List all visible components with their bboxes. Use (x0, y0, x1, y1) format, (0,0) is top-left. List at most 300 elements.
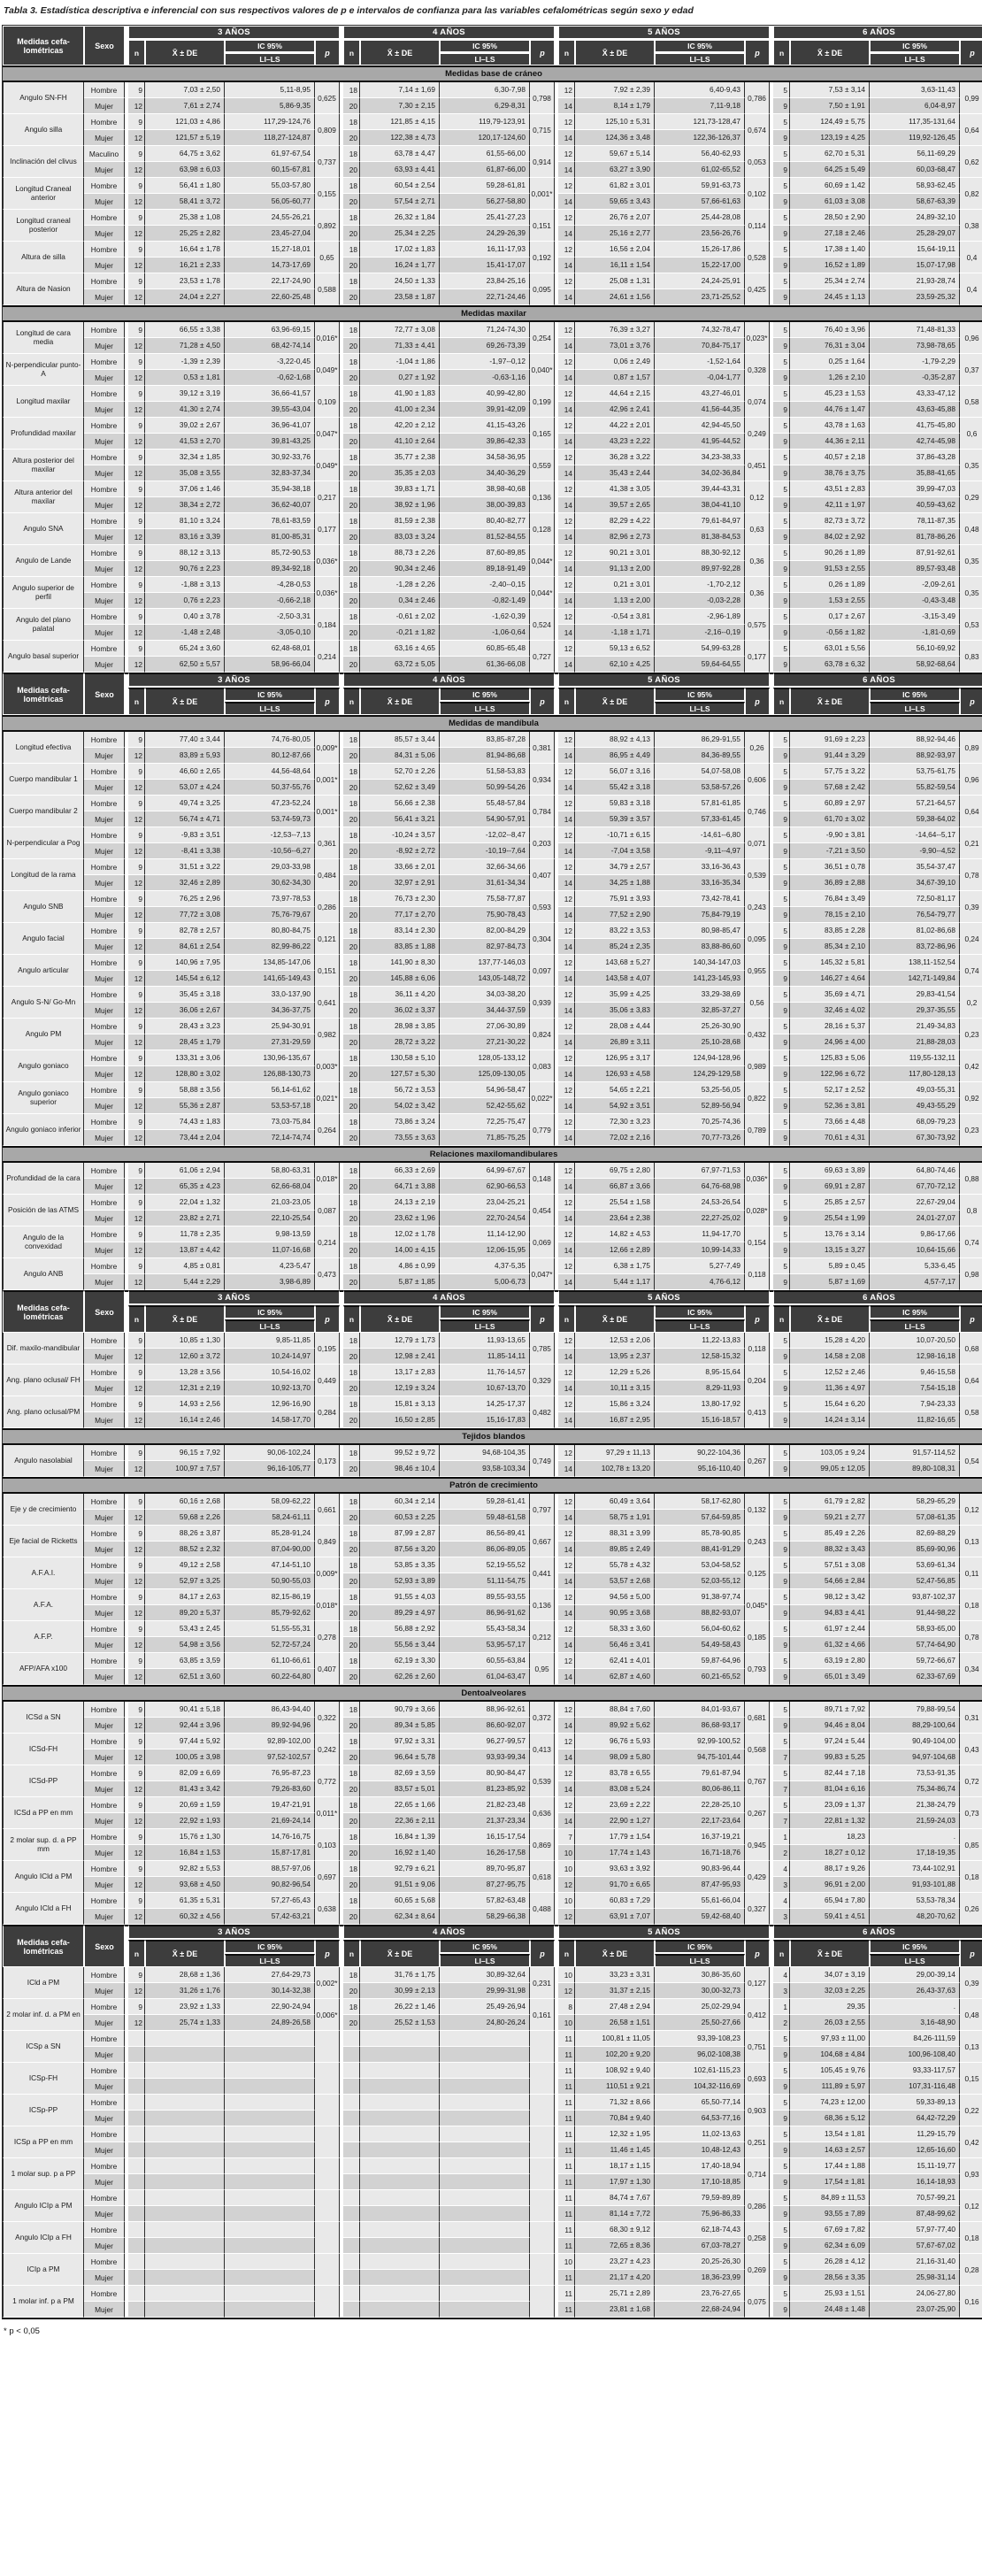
measure-row (3, 764, 982, 780)
ci-value: 87,27-95,75 (440, 1877, 530, 1893)
section-header: Medidas base de cráneo (3, 65, 982, 82)
n-value: 5 (773, 82, 790, 98)
ci-value: 10,48-12,43 (655, 2142, 745, 2158)
ci-value: 22,90-24,94 (225, 1999, 315, 2015)
n-value: 14 (558, 289, 575, 305)
ci-value: 72,14-74,74 (225, 1130, 315, 1146)
ci-value: 30,00-32,73 (655, 1983, 745, 1999)
ci-value: -3,22-0,45 (225, 354, 315, 370)
footnote: * p < 0,05 (4, 2326, 40, 2336)
mean-value: 32,46 ± 4,02 (790, 1003, 870, 1019)
n-value: 12 (558, 641, 575, 657)
mean-value: 31,37 ± 2,15 (575, 1983, 655, 1999)
ci-value: 97,52-102,57 (225, 1749, 315, 1765)
stats-table (2, 25, 982, 673)
mean-value: 63,93 ± 4,41 (360, 162, 440, 178)
n-value: 9 (773, 258, 790, 273)
p-value: 0,327 (745, 1893, 770, 1925)
mean-value: 49,74 ± 3,25 (145, 796, 225, 811)
p-value: 0,2 (960, 987, 982, 1019)
ci-value: 11,02-13,63 (655, 2126, 745, 2142)
ci-value: 60,85-65,48 (440, 641, 530, 657)
mean-value: 89,34 ± 5,85 (360, 1718, 440, 1734)
sex-label: Mujer (84, 2047, 125, 2063)
sex-label: Hombre (84, 955, 125, 971)
ci-value: 143,05-148,72 (440, 971, 530, 987)
mean-value: 15,81 ± 3,13 (360, 1396, 440, 1412)
n-value: 18 (343, 1702, 360, 1718)
ci-value: 6,04-8,97 (870, 98, 960, 114)
sex-label: Hombre (84, 1967, 125, 1983)
mean-value: -8,41 ± 3,38 (145, 843, 225, 859)
p-value: 0,011* (315, 1797, 340, 1829)
ci-value: 70,84-75,17 (655, 338, 745, 354)
mean-value: 64,71 ± 3,88 (360, 1179, 440, 1195)
ci-value: 30,14-32,38 (225, 1983, 315, 1999)
n-value: 18 (343, 1019, 360, 1034)
ci-value: 53,04-58,52 (655, 1557, 745, 1573)
n-value: 9 (773, 130, 790, 146)
mean-value: 39,02 ± 2,67 (145, 418, 225, 434)
p-value: 0,568 (745, 1734, 770, 1765)
mean-value: -0,61 ± 2,02 (360, 609, 440, 625)
p-value (315, 2063, 340, 2095)
measure-row (3, 1179, 982, 1195)
ci-value: -0,66-2,18 (225, 593, 315, 609)
mean-value: 59,83 ± 3,18 (575, 796, 655, 811)
p-value: 0,779 (530, 1114, 555, 1146)
mean-value: 84,61 ± 2,54 (145, 939, 225, 955)
n-value: 5 (773, 1050, 790, 1066)
p-value: 0,636 (530, 1797, 555, 1829)
n-value (128, 2238, 145, 2254)
n-value: 12 (128, 1637, 145, 1653)
col-header-ic-lils: LI–LS (655, 1954, 745, 1967)
n-value: 20 (343, 2015, 360, 2031)
ci-value (440, 2190, 530, 2206)
measure-label: Angulo SN-FH (3, 82, 84, 114)
n-value: 9 (128, 1861, 145, 1877)
mean-value: 25,71 ± 2,89 (575, 2286, 655, 2302)
ci-value (225, 2286, 315, 2302)
n-value (343, 2222, 360, 2238)
ci-value: 11,93-13,65 (440, 1333, 530, 1349)
ci-value: 81,38-84,53 (655, 529, 745, 545)
mean-value: -1,39 ± 2,39 (145, 354, 225, 370)
mean-value: 56,88 ± 2,92 (360, 1621, 440, 1637)
n-value (343, 2174, 360, 2190)
p-value: 0,407 (315, 1653, 340, 1685)
sex-label: Mujer (84, 226, 125, 242)
col-header-n: n (343, 1940, 360, 1967)
p-value: 0,473 (315, 1258, 340, 1290)
n-value (343, 2111, 360, 2126)
col-header-ic: IC 95% (225, 40, 315, 53)
ci-value: 39,81-43,25 (225, 434, 315, 450)
mean-value: 82,29 ± 4,22 (575, 513, 655, 529)
p-value: 0,102 (745, 178, 770, 210)
ci-value: 33,16-36,43 (655, 859, 745, 875)
p-value: 0,148 (530, 1163, 555, 1195)
sex-label: Mujer (84, 2079, 125, 2095)
sex-label: Hombre (84, 481, 125, 497)
ci-value: 61,97-67,54 (225, 146, 315, 162)
ci-value: 87,04-90,00 (225, 1542, 315, 1557)
mean-value: 7,30 ± 2,15 (360, 98, 440, 114)
mean-value: 62,10 ± 4,25 (575, 657, 655, 673)
col-header-mean: X̄ ± DE (145, 1305, 225, 1333)
n-value (128, 2031, 145, 2047)
mean-value: 31,26 ± 1,76 (145, 1983, 225, 1999)
mean-value: 52,97 ± 3,25 (145, 1573, 225, 1589)
n-value: 14 (558, 1461, 575, 1477)
mean-value: 61,03 ± 3,08 (790, 194, 870, 210)
n-value: 9 (773, 1349, 790, 1365)
n-value: 18 (343, 1163, 360, 1179)
mean-value: 83,57 ± 5,01 (360, 1781, 440, 1797)
p-value: 0,127 (745, 1967, 770, 1999)
n-value: 5 (773, 1557, 790, 1573)
n-value: 14 (558, 1211, 575, 1226)
p-value: 0,789 (745, 1114, 770, 1146)
measure-row (3, 1412, 982, 1428)
n-value: 18 (343, 1494, 360, 1510)
n-value: 20 (343, 1877, 360, 1893)
mean-value: 11,78 ± 2,35 (145, 1226, 225, 1242)
age-group-header: 4 AÑOS (343, 1290, 555, 1305)
p-value: 0,934 (530, 764, 555, 796)
col-header-n: n (773, 1305, 790, 1333)
ci-value: 57,42-63,21 (225, 1909, 315, 1925)
n-value: 18 (343, 1861, 360, 1877)
sex-label: Mujer (84, 1349, 125, 1365)
ci-value: 87,91-92,61 (870, 545, 960, 561)
ci-value: 32,66-34,66 (440, 859, 530, 875)
mean-value: 140,96 ± 7,95 (145, 955, 225, 971)
sex-label: Mujer (84, 98, 125, 114)
col-header-n: n (343, 1305, 360, 1333)
ci-value: . (870, 1999, 960, 2015)
mean-value: 77,17 ± 2,70 (360, 907, 440, 923)
ci-value: 10,67-13,70 (440, 1380, 530, 1396)
measure-row (3, 1637, 982, 1653)
p-value: 0,242 (315, 1734, 340, 1765)
n-value: 9 (128, 609, 145, 625)
age-group-header: 5 AÑOS (558, 1925, 770, 1940)
sex-label: Mujer (84, 593, 125, 609)
ci-value: 5,27-7,49 (655, 1258, 745, 1274)
mean-value: 16,84 ± 1,53 (145, 1845, 225, 1861)
mean-value (145, 2286, 225, 2302)
p-value: 0,154 (745, 1226, 770, 1258)
n-value (128, 2047, 145, 2063)
ci-value: 94,68-104,35 (440, 1445, 530, 1461)
mean-value: 89,85 ± 2,49 (575, 1542, 655, 1557)
n-value: 14 (558, 1718, 575, 1734)
n-value: 14 (558, 1637, 575, 1653)
mean-value: 83,85 ± 2,28 (790, 923, 870, 939)
n-value: 20 (343, 1349, 360, 1365)
ci-value: 57,33-61,45 (655, 811, 745, 827)
ci-value: 9,85-11,85 (225, 1333, 315, 1349)
mean-value: 25,74 ± 1,33 (145, 2015, 225, 2031)
measure-label: Altura anterior del maxilar (3, 481, 84, 513)
mean-value (145, 2238, 225, 2254)
n-value: 12 (558, 1653, 575, 1669)
n-value: 12 (128, 1718, 145, 1734)
n-value: 9 (128, 1226, 145, 1242)
n-value: 9 (773, 289, 790, 305)
mean-value: 17,02 ± 1,83 (360, 242, 440, 258)
ci-value (440, 2302, 530, 2318)
n-value: 14 (558, 907, 575, 923)
mean-value: 96,64 ± 5,78 (360, 1749, 440, 1765)
n-value: 12 (558, 1114, 575, 1130)
n-value: 14 (558, 258, 575, 273)
measure-label: Altura de Nasion (3, 273, 84, 305)
n-value: 12 (558, 1983, 575, 1999)
n-value: 12 (128, 1845, 145, 1861)
mean-value: 16,14 ± 2,46 (145, 1412, 225, 1428)
ci-value: 32,83-37,34 (225, 465, 315, 481)
sex-label: Mujer (84, 907, 125, 923)
n-value: 9 (773, 2047, 790, 2063)
n-value: 20 (343, 162, 360, 178)
mean-value: 65,24 ± 3,60 (145, 641, 225, 657)
n-value: 18 (343, 82, 360, 98)
mean-value: 16,11 ± 1,54 (575, 258, 655, 273)
col-header-ic-lils: LI–LS (225, 53, 315, 65)
n-value: 11 (558, 2302, 575, 2318)
mean-value: 34,07 ± 3,19 (790, 1967, 870, 1983)
n-value: 20 (343, 907, 360, 923)
mean-value: 63,72 ± 5,05 (360, 657, 440, 673)
n-value: 14 (558, 1605, 575, 1621)
p-value: 0,217 (315, 481, 340, 513)
n-value: 12 (558, 386, 575, 402)
p-value: 0,26 (745, 732, 770, 764)
ci-value: 124,29-129,58 (655, 1066, 745, 1082)
mean-value: 24,61 ± 1,56 (575, 289, 655, 305)
ci-value: 14,76-16,75 (225, 1829, 315, 1845)
ci-value (225, 2031, 315, 2047)
n-value: 9 (773, 1380, 790, 1396)
n-value: 14 (558, 1669, 575, 1685)
mean-value: 5,87 ± 1,85 (360, 1274, 440, 1290)
mean-value: 122,96 ± 6,72 (790, 1066, 870, 1082)
ci-value: -4,28-0,53 (225, 577, 315, 593)
n-value: 5 (773, 1396, 790, 1412)
n-value: 9 (128, 1999, 145, 2015)
mean-value: 16,87 ± 2,95 (575, 1412, 655, 1428)
p-value (315, 2190, 340, 2222)
mean-value: 89,29 ± 4,97 (360, 1605, 440, 1621)
ci-value: 85,78-90,85 (655, 1526, 745, 1542)
n-value: 12 (128, 130, 145, 146)
ci-value: 55,48-57,84 (440, 796, 530, 811)
ci-value: -10,19--7,64 (440, 843, 530, 859)
n-value: 9 (128, 1702, 145, 1718)
ci-value: 22,27-25,02 (655, 1211, 745, 1226)
p-value: 0,35 (960, 545, 982, 577)
measure-label: Angulo basal superior (3, 641, 84, 673)
n-value: 12 (558, 1589, 575, 1605)
mean-value (360, 2158, 440, 2174)
mean-value (360, 2302, 440, 2318)
ci-value: 58,93-65,00 (870, 1621, 960, 1637)
n-value: 20 (343, 370, 360, 386)
n-value: 12 (558, 859, 575, 875)
ci-value: 89,57-93,48 (870, 561, 960, 577)
col-header-p: p (530, 40, 555, 65)
ci-value: 86,68-93,17 (655, 1718, 745, 1734)
n-value: 18 (343, 481, 360, 497)
col-header-ic-lils: LI–LS (655, 702, 745, 715)
n-value: 12 (128, 1781, 145, 1797)
ci-value (440, 2238, 530, 2254)
mean-value: 143,58 ± 4,07 (575, 971, 655, 987)
mean-value: 61,97 ± 2,44 (790, 1621, 870, 1637)
n-value: 14 (558, 130, 575, 146)
mean-value: 41,00 ± 2,34 (360, 402, 440, 418)
ci-value: 36,96-41,07 (225, 418, 315, 434)
mean-value: 66,87 ± 3,66 (575, 1179, 655, 1195)
mean-value: 28,45 ± 1,79 (145, 1034, 225, 1050)
p-value: 0,251 (745, 2126, 770, 2158)
mean-value: 24,96 ± 4,00 (790, 1034, 870, 1050)
ci-value: 68,09-79,23 (870, 1114, 960, 1130)
n-value: 12 (128, 226, 145, 242)
mean-value: 26,28 ± 4,12 (790, 2254, 870, 2270)
mean-value: 14,58 ± 2,08 (790, 1349, 870, 1365)
ci-value: 70,25-74,36 (655, 1114, 745, 1130)
p-value: 0,892 (315, 210, 340, 242)
sex-label: Hombre (84, 2063, 125, 2079)
ci-value (225, 2270, 315, 2286)
measure-row (3, 545, 982, 561)
mean-value: 28,43 ± 3,23 (145, 1019, 225, 1034)
p-value (530, 2286, 555, 2318)
n-value: 9 (128, 1967, 145, 1983)
n-value: 18 (343, 955, 360, 971)
mean-value: 121,03 ± 4,86 (145, 114, 225, 130)
ci-value: 89,18-91,49 (440, 561, 530, 577)
ci-value: 27,06-30,89 (440, 1019, 530, 1034)
n-value: 20 (343, 1909, 360, 1925)
measure-row (3, 2079, 982, 2095)
measure-row (3, 1445, 982, 1461)
p-value: 0,001* (315, 796, 340, 827)
mean-value: 127,57 ± 5,30 (360, 1066, 440, 1082)
mean-value: 16,21 ± 2,33 (145, 258, 225, 273)
n-value: 12 (558, 987, 575, 1003)
age-group-header: 5 AÑOS (558, 1290, 770, 1305)
n-value: 9 (773, 2270, 790, 2286)
ci-value: 94,75-101,44 (655, 1749, 745, 1765)
n-value: 11 (558, 2095, 575, 2111)
ci-value: 86,29-91,55 (655, 732, 745, 748)
ci-value: 81,52-84,55 (440, 529, 530, 545)
n-value: 9 (773, 1274, 790, 1290)
mean-value: 16,92 ± 1,40 (360, 1845, 440, 1861)
n-value: 12 (558, 114, 575, 130)
measure-label: ICSp-FH (3, 2063, 84, 2095)
p-value: 0,58 (960, 1396, 982, 1428)
mean-value: 68,30 ± 9,12 (575, 2222, 655, 2238)
n-value: 12 (128, 289, 145, 305)
mean-value: 25,54 ± 1,99 (790, 1211, 870, 1226)
n-value: 5 (773, 1195, 790, 1211)
n-value: 12 (558, 1621, 575, 1637)
ci-value: 34,02-36,84 (655, 465, 745, 481)
col-header-ic: IC 95% (870, 688, 960, 702)
sex-label: Hombre (84, 609, 125, 625)
mean-value: 41,38 ± 3,05 (575, 481, 655, 497)
ci-value: 8,29-11,93 (655, 1380, 745, 1396)
n-value: 5 (773, 1621, 790, 1637)
n-value: 10 (558, 2254, 575, 2270)
measure-row (3, 418, 982, 434)
mean-value: 25,08 ± 1,31 (575, 273, 655, 289)
age-group-header: 3 AÑOS (128, 1925, 340, 1940)
measure-label: ICSd-FH (3, 1734, 84, 1765)
ci-value: 80,40-82,77 (440, 513, 530, 529)
mean-value: 24,50 ± 1,33 (360, 273, 440, 289)
p-value: 0,715 (530, 114, 555, 146)
sex-label: Hombre (84, 1893, 125, 1909)
ci-value: 39,55-43,04 (225, 402, 315, 418)
mean-value (360, 2270, 440, 2286)
ci-value: 12,96-16,90 (225, 1396, 315, 1412)
ci-value: -0,35-2,87 (870, 370, 960, 386)
sex-label: Mujer (84, 258, 125, 273)
ci-value: 75,90-78,43 (440, 907, 530, 923)
ci-value: 60,15-67,81 (225, 162, 315, 178)
n-value: 5 (773, 1445, 790, 1461)
measure-row (3, 82, 982, 98)
mean-value: 90,76 ± 2,23 (145, 561, 225, 577)
ci-value: 57,67-67,02 (870, 2238, 960, 2254)
age-group-header: 6 AÑOS (773, 1290, 982, 1305)
header-row (3, 1290, 982, 1305)
n-value: 18 (343, 1082, 360, 1098)
section-header: Patrón de crecimiento (3, 1477, 982, 1494)
ci-value: 120,17-124,60 (440, 130, 530, 146)
n-value: 2 (773, 2015, 790, 2031)
ci-value: 63,96-69,15 (225, 322, 315, 338)
ci-value: 49,43-55,29 (870, 1098, 960, 1114)
n-value: 18 (343, 1333, 360, 1349)
measure-row (3, 162, 982, 178)
n-value: 20 (343, 434, 360, 450)
n-value: 9 (773, 811, 790, 827)
p-value: 0,286 (745, 2190, 770, 2222)
ci-value: 58,09-62,22 (225, 1494, 315, 1510)
p-value: 0,12 (960, 2190, 982, 2222)
p-value: 0,37 (960, 354, 982, 386)
ci-value: 15,11-19,77 (870, 2158, 960, 2174)
measure-row (3, 1380, 982, 1396)
mean-value (360, 2174, 440, 2190)
n-value: 20 (343, 1542, 360, 1557)
n-value: 20 (343, 1718, 360, 1734)
col-header-n: n (128, 1940, 145, 1967)
measure-row (3, 1653, 982, 1669)
ci-value: 61,10-66,61 (225, 1653, 315, 1669)
mean-value: 57,51 ± 3,08 (790, 1557, 870, 1573)
mean-value: 63,78 ± 4,47 (360, 146, 440, 162)
mean-value: 123,19 ± 4,25 (790, 130, 870, 146)
